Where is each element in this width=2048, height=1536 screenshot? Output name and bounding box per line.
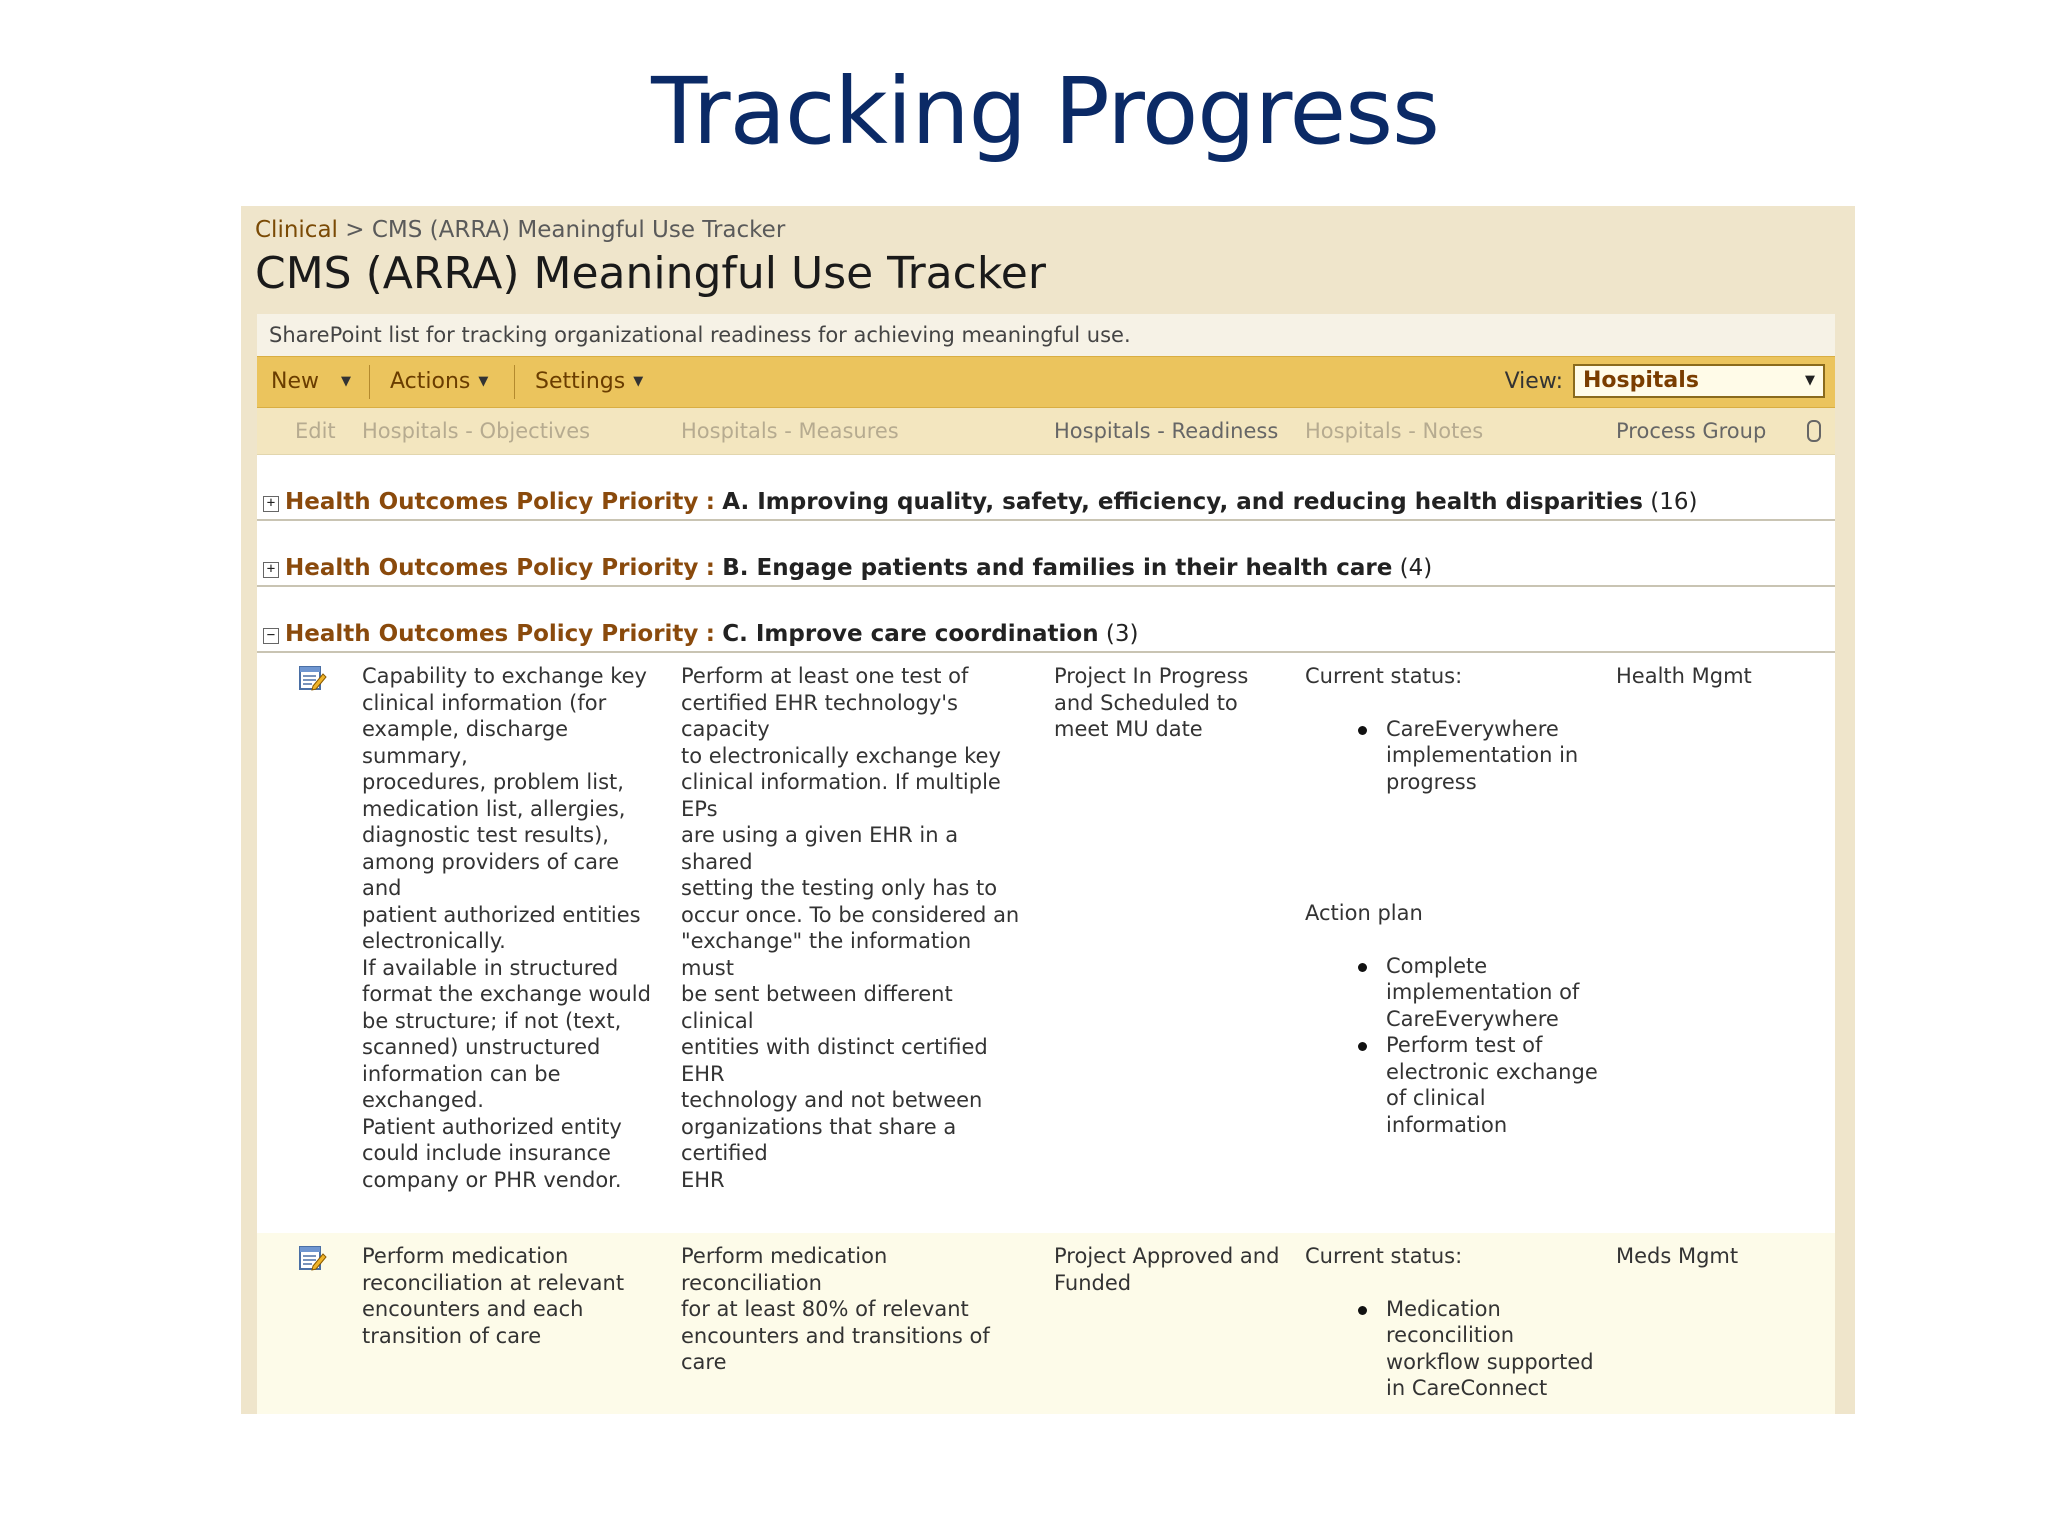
cell-objective [362,663,662,1193]
cell-line: procedures, problem list, [362,770,624,794]
cell-line: be sent between different clinical [681,982,953,1033]
cell-line: information can be [362,1061,561,1086]
bullet-line: electronic exchange [1386,1059,1598,1084]
group-count: (16) [1650,489,1698,515]
cell-line: format the exchange would [362,982,651,1006]
cell-line: Project Approved and [1054,1244,1280,1268]
toolbar-divider [369,365,370,399]
cell-notes [1305,663,1605,1138]
settings-menu-label: Settings [535,369,626,394]
list-rows [257,653,1835,1414]
cell-line: be structure; if not (text, [362,1008,622,1033]
cell-line: setting the testing only has to [681,876,998,900]
cell-line: diagnostic test results), [362,823,609,847]
cell-line: could include insurance [362,1141,611,1165]
toolbar-divider [514,365,515,399]
group-header[interactable] [257,521,1835,587]
cell-line: Patient authorized entity [362,1114,622,1139]
expand-icon[interactable]: + [263,496,279,512]
notes-spacer [1305,927,1605,953]
list-toolbar [257,356,1835,408]
list-content [257,314,1835,1414]
cell-line: meet MU date [1054,717,1203,741]
cell-line: occur once. To be considered an [681,902,1020,927]
cell-notes [1305,1243,1605,1402]
column-header-readiness[interactable]: Hospitals - Readiness [1054,419,1279,443]
notes-status-label: Current status: [1305,1244,1463,1268]
cell-line: technology and not between [681,1088,983,1112]
bullet-item [1305,1032,1605,1138]
notes-spacer [1305,690,1605,716]
expand-icon[interactable]: + [263,562,279,578]
notes-spacer [1305,795,1605,900]
notes-spacer [1305,1270,1605,1296]
slide-title: Tracking Progress [651,58,1439,165]
column-header-notes[interactable]: Hospitals - Notes [1305,419,1484,443]
bullet-line: reconcilition [1386,1323,1515,1347]
bullet-list [1305,1296,1605,1402]
breadcrumb-current: CMS (ARRA) Meaningful Use Tracker [371,217,786,243]
cell-line: clinical information (for [362,690,607,715]
cell-line: encounters and each [362,1297,584,1321]
bullet-line: Complete [1386,953,1488,978]
cell-line: organizations that share a certified [681,1114,957,1165]
cell-measure [681,663,1021,1193]
bullet-item [1305,716,1605,796]
view-label: View: [1504,369,1563,394]
cell-line: are using a given EHR in a shared [681,823,959,874]
column-header-measures[interactable]: Hospitals - Measures [681,419,899,443]
bullet-line: workflow supported [1386,1349,1594,1374]
group-header[interactable] [257,455,1835,521]
group-field: Health Outcomes Policy Priority [285,555,699,581]
cell-objective [362,1243,662,1349]
group-value: A. Improving quality, safety, efficiency, and reducing health disparities [722,489,1643,515]
bullet-line: CareEverywhere [1386,1006,1559,1031]
cell-line: certified EHR technology's capacity [681,690,958,741]
group-separator: : [705,489,715,515]
cell-line: exchanged. [362,1088,484,1112]
group-separator: : [705,621,715,647]
collapse-icon[interactable]: − [263,628,279,644]
cell-line: Project In Progress [1054,664,1249,688]
cell-line: Perform medication reconciliation [681,1244,888,1295]
column-header-objectives[interactable]: Hospitals - Objectives [362,419,591,443]
cell-line: If available in structured [362,955,619,980]
cell-line: example, discharge summary, [362,717,569,768]
bullet-item [1305,953,1605,1033]
cell-line: clinical information. If multiple EPs [681,770,1001,821]
actions-menu-label: Actions [390,369,471,394]
bullet-line: Perform test of [1386,1033,1543,1057]
breadcrumb-separator: > [345,217,365,243]
settings-menu[interactable] [535,357,643,407]
cell-line: entities with distinct certified EHR [681,1035,988,1086]
group-field: Health Outcomes Policy Priority [285,621,699,647]
breadcrumb-link-clinical[interactable]: Clinical [255,217,338,243]
cell-measure [681,1243,1021,1376]
notes-status-label: Current status: [1305,664,1463,688]
edit-item-icon[interactable] [299,1245,327,1271]
group-separator: : [705,555,715,581]
cell-line: among providers of care and [362,849,620,900]
column-header-process-group[interactable]: Process Group [1616,419,1767,443]
cell-line: EHR [681,1167,725,1192]
notes-plan-label: Action plan [1305,901,1423,925]
view-select[interactable] [1573,364,1825,398]
group-header[interactable] [257,587,1835,653]
cell-readiness [1054,663,1294,743]
bullet-line: CareEverywhere [1386,716,1559,741]
bullet-list [1305,953,1605,1139]
cell-process-group: Meds Mgmt [1616,1244,1739,1268]
cell-readiness [1054,1243,1294,1296]
actions-menu[interactable] [390,357,488,407]
cell-line: company or PHR vendor. [362,1167,622,1192]
dropdown-arrow-icon: ▼ [341,374,351,389]
cell-line: for at least 80% of relevant [681,1297,969,1321]
bullet-line: implementation in [1386,743,1579,767]
cell-line: electronically. [362,929,506,953]
cell-line: "exchange" the information must [681,929,972,980]
cell-line: patient authorized entities [362,902,641,927]
cell-line: Capability to exchange key [362,664,647,688]
bullet-line: in CareConnect [1386,1376,1548,1400]
cell-line: medication list, allergies, [362,796,626,821]
attachment-icon [1807,420,1821,442]
column-header-edit: Edit [295,419,336,443]
group-count: (4) [1399,555,1433,581]
cell-line: and Scheduled to [1054,690,1238,715]
bullet-list [1305,716,1605,796]
new-menu[interactable] [271,357,351,407]
edit-item-icon[interactable] [299,665,327,691]
new-menu-label: New [271,369,319,394]
view-select-value: Hospitals [1583,368,1699,393]
cell-process-group: Health Mgmt [1616,664,1752,688]
group-value: B. Engage patients and families in their health care [722,555,1393,581]
cell-line: to electronically exchange key [681,743,1001,768]
dropdown-arrow-icon: ▼ [633,374,644,389]
bullet-line: implementation of [1386,980,1580,1004]
dropdown-arrow-icon: ▼ [478,374,489,389]
page-title: CMS (ARRA) Meaningful Use Tracker [255,248,1046,299]
bullet-line: Medication [1386,1296,1501,1321]
cell-line: Perform medication [362,1244,569,1268]
cell-line: scanned) unstructured [362,1035,601,1059]
sharepoint-list-panel [241,206,1855,1414]
cell-line: transition of care [362,1323,542,1348]
group-count: (3) [1105,621,1139,647]
bullet-line: of clinical [1386,1086,1486,1110]
bullet-line: information [1386,1112,1508,1137]
cell-line: reconciliation at relevant [362,1270,625,1295]
column-headers [257,408,1835,455]
cell-line: encounters and transitions of care [681,1323,990,1374]
bullet-item [1305,1296,1605,1402]
chevron-down-icon: ▼ [1805,373,1815,388]
group-value: C. Improve care coordination [722,621,1099,647]
breadcrumb [255,217,785,243]
group-field: Health Outcomes Policy Priority [285,489,699,515]
table-row [257,1233,1835,1414]
table-row [257,653,1835,1233]
bullet-line: progress [1386,769,1477,794]
cell-line: Funded [1054,1270,1132,1295]
list-description: SharePoint list for tracking organizational readiness for achieving meaningful use. [257,314,1835,356]
cell-line: Perform at least one test of [681,664,969,688]
